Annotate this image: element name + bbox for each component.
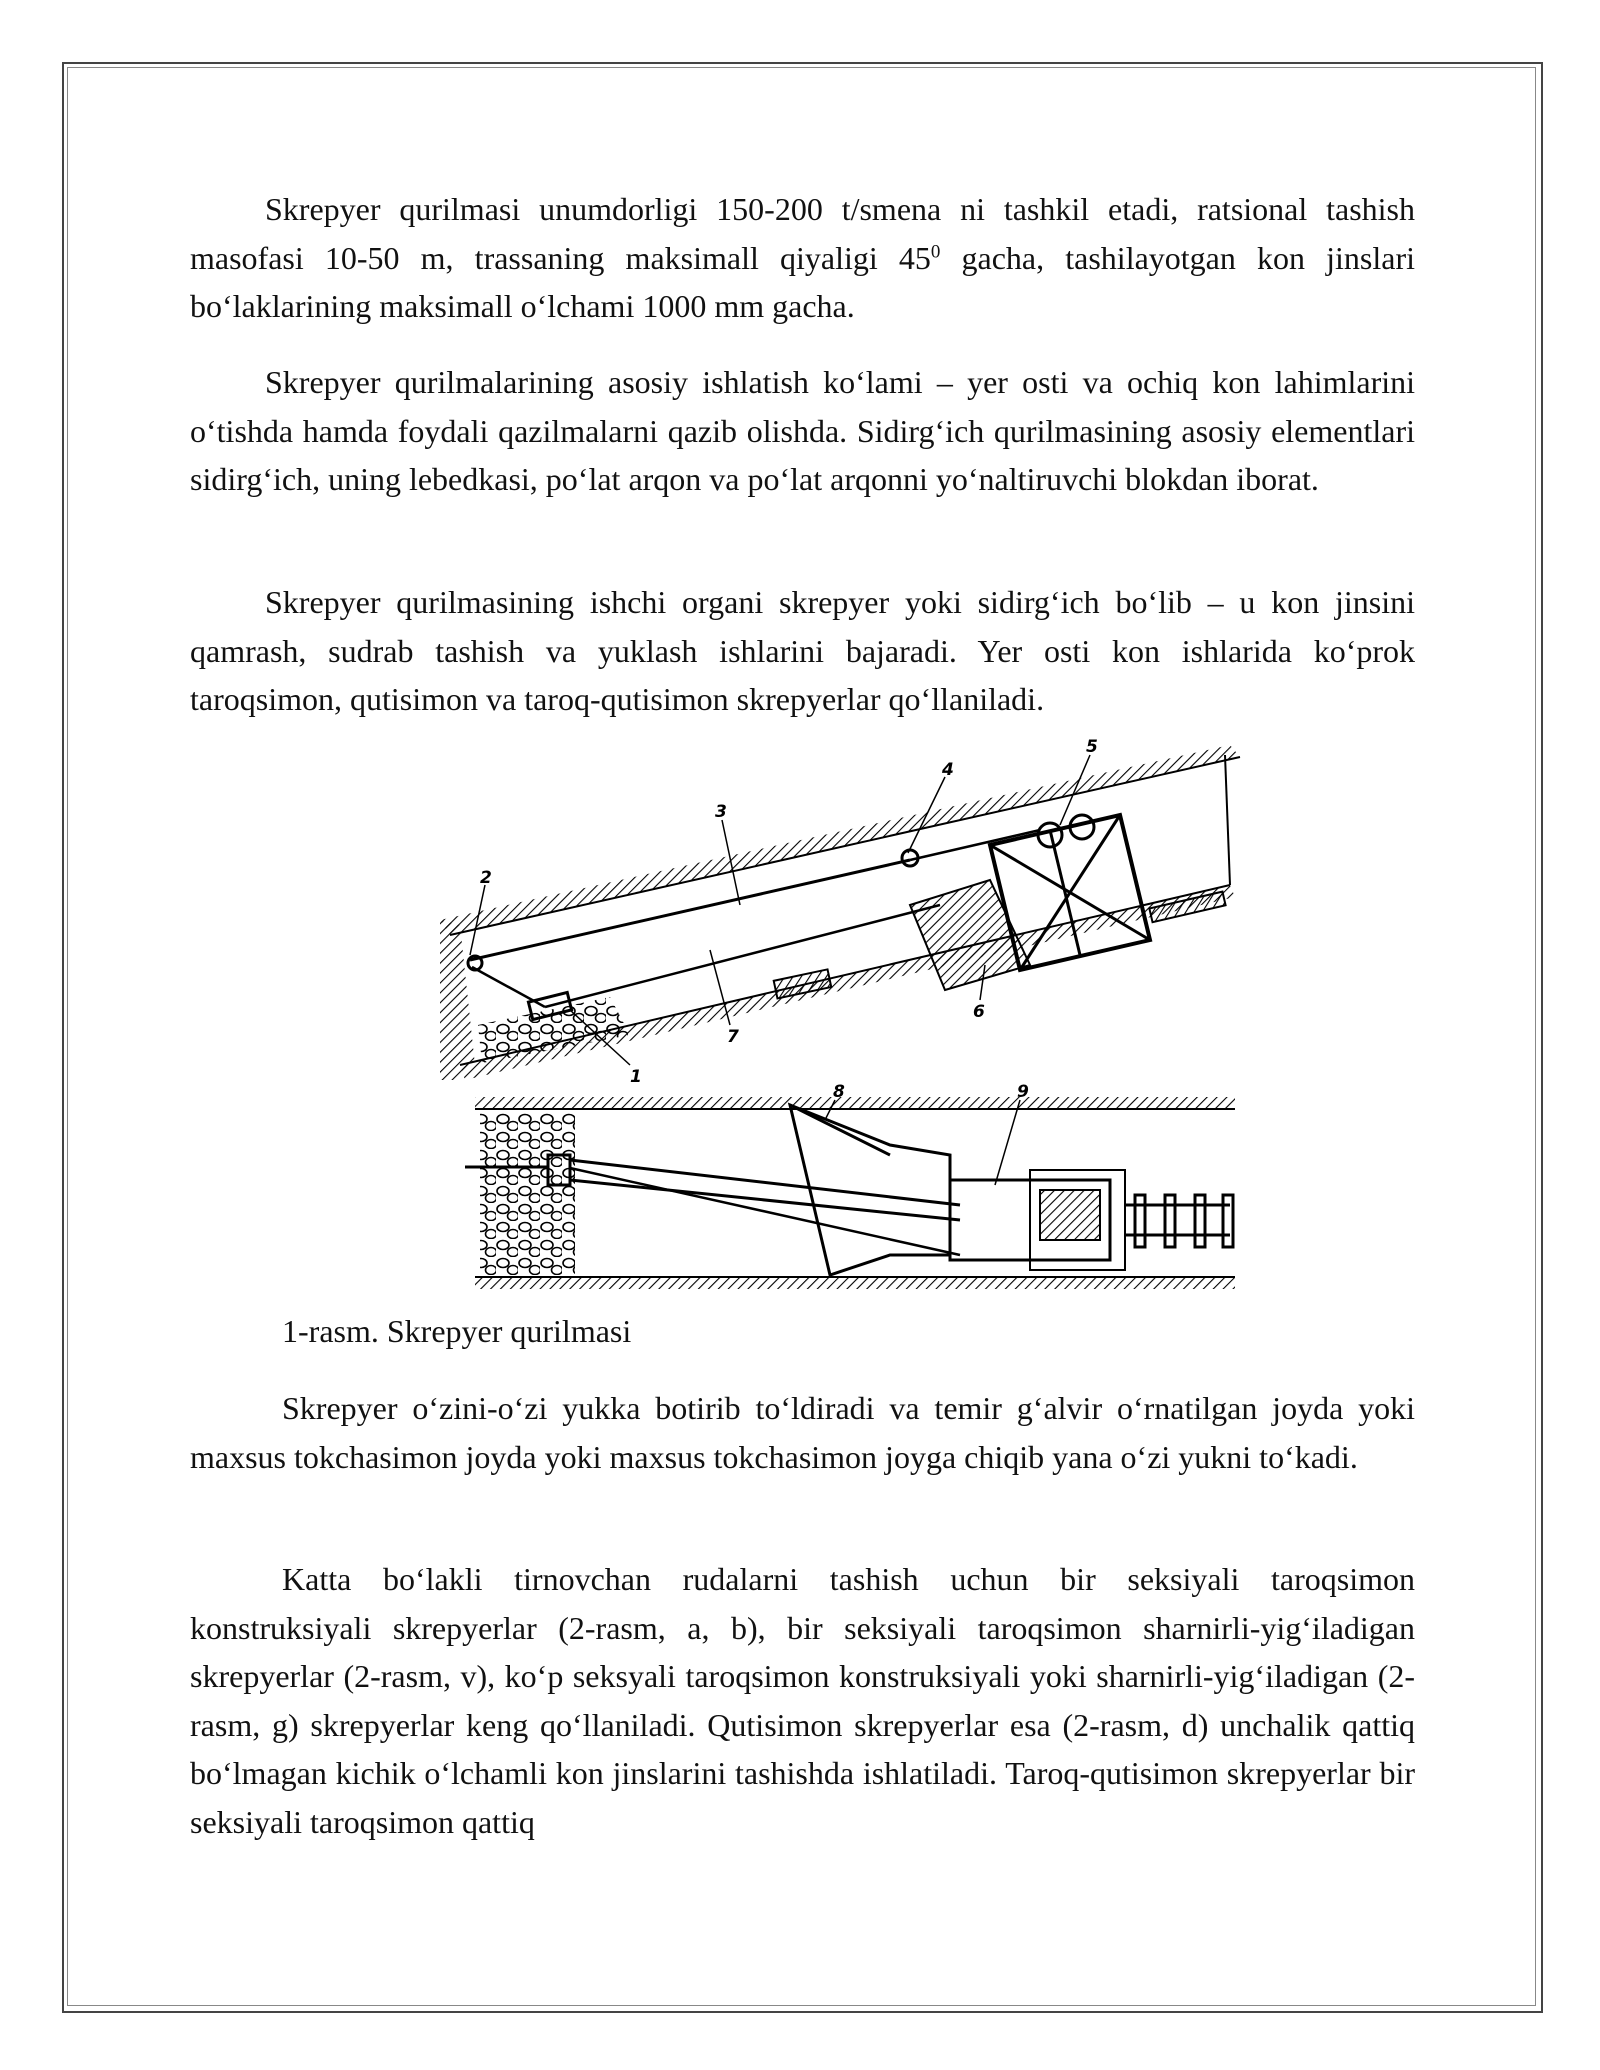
paragraph-2: Skrepyer qurilmalarining asosiy ishlatish ko‘lami – yer osti va ochiq kon lahimlarini o‘tishda hamda foydali qazilmalarni qazib olishda. Sidirg‘ich qurilmasining asosiy elementlari sidirg‘ich, uning lebedkasi, po‘lat arqon va po‘lat arqonni yo‘naltiruvchi blokdan iborat. bbox=[190, 364, 1415, 498]
scraper-installation-figure bbox=[430, 735, 1250, 1295]
rail-track bbox=[1125, 1195, 1233, 1247]
paragraph-1 bbox=[190, 185, 1415, 331]
plan-view bbox=[465, 1097, 1235, 1289]
section-view bbox=[440, 745, 1240, 1080]
figure-caption: 1-rasm. Skrepyer qurilmasi bbox=[282, 1313, 632, 1349]
paragraph-5: Katta bo‘lakli tirnovchan rudalarni tashish uchun bir seksiyali taroqsimon konstruksiyali skrepyerlar (2-rasm, a, b), bir seksiyali taroqsimon sharnirli-yig‘iladigan skrepyerlar (2-rasm, v), ko‘p seksyali taroqsimon konstruksiyali yoki sharnirli-yig‘iladigan (2-rasm, g) skrepyerlar keng qo‘llaniladi. Qutisimon skrepyerlar esa (2-rasm, d) unchalik qattiq bo‘lmagan kichik o‘lchamli kon jinslarini tashishda ishlatiladi. Taroq-qutisimon skrepyerlar bir seksiyali taroqsimon qattiq bbox=[190, 1561, 1415, 1840]
degree-superscript: 0 bbox=[930, 240, 941, 262]
figure-label-1: 1 bbox=[630, 1067, 642, 1087]
paragraph-3: Skrepyer qurilmasining ishchi organi skrepyer yoki sidirg‘ich bo‘lib – u kon jinsini qamrash, sudrab tashish va yuklash ishlarini bajaradi. Yer osti kon ishlarida ko‘prok taroqsimon, qutisimon va taroq-qutisimon skrepyerlar qo‘llaniladi. bbox=[190, 584, 1415, 718]
figure-label-6: 6 bbox=[973, 1002, 985, 1022]
figure-label-2: 2 bbox=[480, 868, 492, 888]
figure-label-7: 7 bbox=[727, 1027, 739, 1047]
paragraph-1-text-b: gacha, tashilayotgan kon jinslari bo‘laklarining maksimall o‘lchami 1000 mm gacha. bbox=[190, 239, 1416, 325]
figure-label-8: 8 bbox=[833, 1082, 845, 1102]
figure-label-9: 9 bbox=[1017, 1082, 1029, 1102]
figure-label-3: 3 bbox=[715, 802, 727, 822]
figure-label-4: 4 bbox=[942, 760, 954, 780]
paragraph-1-text-a: Skrepyer qurilmasi unumdorligi 150-200 t/smena ni tashkil etadi, ratsional tashish masofasi 10-50 m, trassaning maksimall qiyaligi 45 bbox=[190, 191, 1415, 276]
paragraph-4: Skrepyer o‘zini-o‘zi yukka botirib to‘ldiradi va temir g‘alvir o‘rnatilgan joyda yoki maxsus tokchasimon joyda yoki maxsus tokchasimon joyga chiqib yana o‘zi yukni to‘kadi. bbox=[190, 1390, 1415, 1475]
figure-label-5: 5 bbox=[1086, 737, 1098, 757]
